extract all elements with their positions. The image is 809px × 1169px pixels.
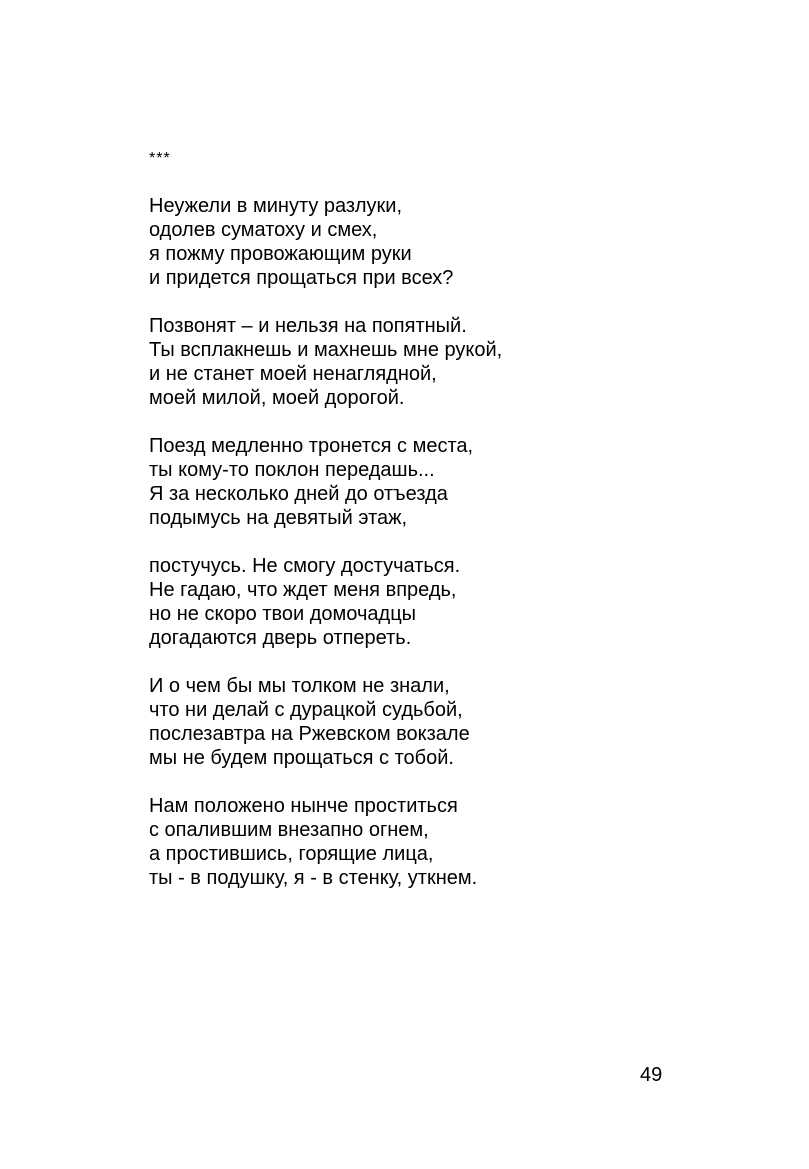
poem-line: Нам положено нынче проститься <box>149 795 458 817</box>
poem-line: И о чем бы мы толком не знали, <box>149 675 450 697</box>
poem-line: моей милой, моей дорогой. <box>149 387 405 409</box>
stanza-4 <box>149 554 709 650</box>
poem-line: и не станет моей ненаглядной, <box>149 363 437 385</box>
poem-line: Поезд медленно тронется с места, <box>149 435 474 457</box>
poem-line: Неужели в минуту разлуки, <box>149 195 403 217</box>
poem-line: Не гадаю, что ждет меня впредь, <box>149 579 457 601</box>
poem-line: подымусь на девятый этаж, <box>149 507 408 529</box>
poem-line: ты - в подушку, я - в стенку, уткнем. <box>149 867 478 889</box>
stanza-2 <box>149 314 709 410</box>
poem-line: с опалившим внезапно огнем, <box>149 819 429 841</box>
poem-line: что ни делай с дурацкой судьбой, <box>149 699 463 721</box>
stanza-3 <box>149 434 709 530</box>
page-number: 49 <box>640 1064 663 1086</box>
stanza-5 <box>149 674 709 770</box>
stanza-1 <box>149 194 709 290</box>
poem-line: мы не будем прощаться с тобой. <box>149 747 454 769</box>
poem-line: ты кому-то поклон передашь... <box>149 459 435 481</box>
poem-line: одолев суматоху и смех, <box>149 219 378 241</box>
poem-line: послезавтра на Ржевском вокзале <box>149 723 470 745</box>
poem-line: Ты всплакнешь и махнешь мне рукой, <box>149 339 503 361</box>
poem <box>149 147 709 914</box>
poem-line: а простившись, горящие лица, <box>149 843 434 865</box>
poem-line: догадаются дверь отпереть. <box>149 627 412 649</box>
stanza-6 <box>149 794 709 890</box>
poem-line: постучусь. Не смогу достучаться. <box>149 555 461 577</box>
section-separator: *** <box>149 150 171 167</box>
poem-line: и придется прощаться при всех? <box>149 267 454 289</box>
poem-line: я пожму провожающим руки <box>149 243 412 265</box>
poem-line: Я за несколько дней до отъезда <box>149 483 448 505</box>
poem-line: но не скоро твои домочадцы <box>149 603 417 625</box>
poem-line: Позвонят – и нельзя на попятный. <box>149 315 467 337</box>
